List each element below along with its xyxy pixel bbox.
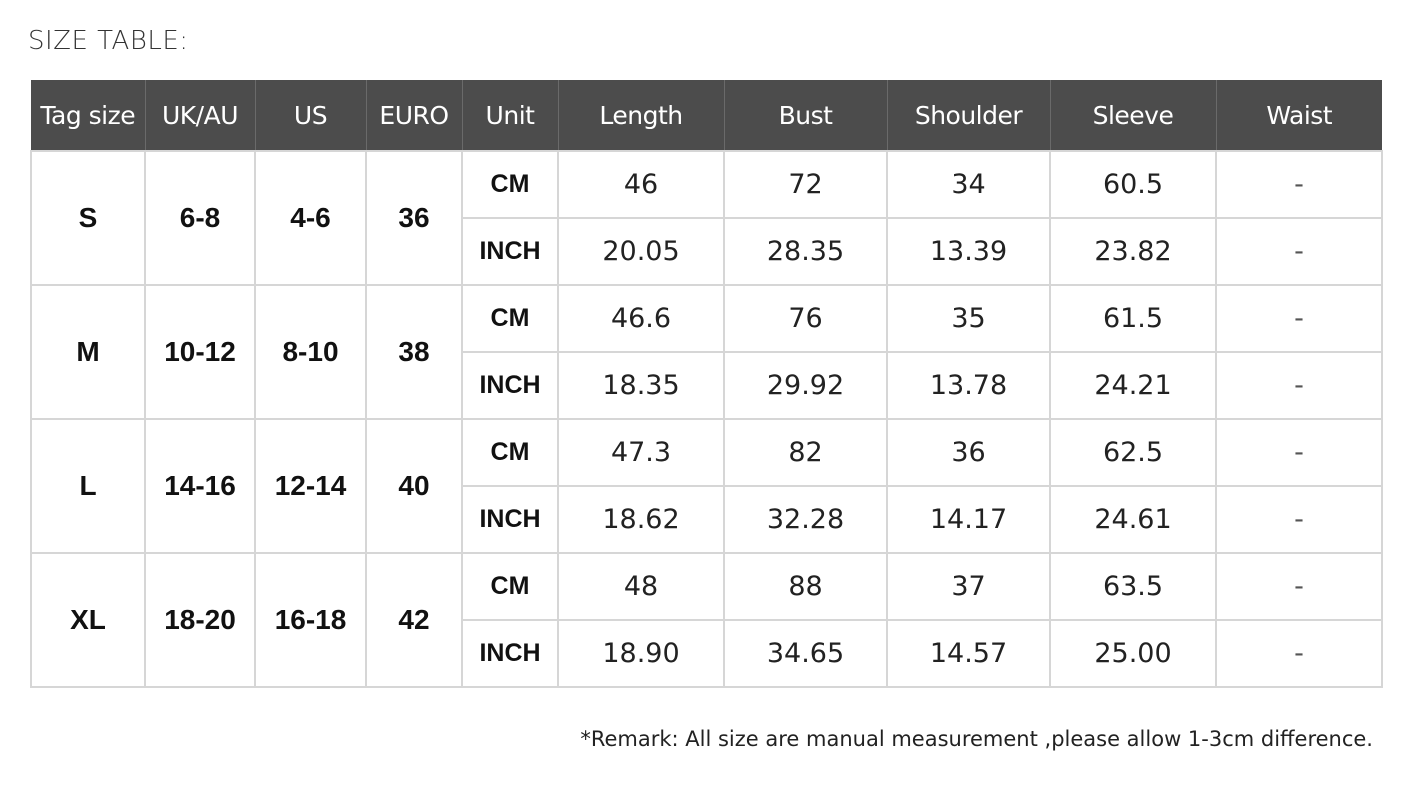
unit-cell: CM xyxy=(462,553,558,620)
unit-cell: INCH xyxy=(462,620,558,687)
tag-size-cell: M xyxy=(31,285,145,419)
euro-cell: 38 xyxy=(366,285,462,419)
us-cell: 8-10 xyxy=(255,285,366,419)
bust-cell: 29.92 xyxy=(724,352,887,419)
bust-cell: 88 xyxy=(724,553,887,620)
page-title: SIZE TABLE: xyxy=(28,26,189,56)
bust-cell: 82 xyxy=(724,419,887,486)
uk-au-cell: 18-20 xyxy=(145,553,255,687)
bust-cell: 72 xyxy=(724,151,887,218)
shoulder-cell: 14.17 xyxy=(887,486,1050,553)
sleeve-cell: 63.5 xyxy=(1050,553,1216,620)
header-euro: EURO xyxy=(366,80,462,151)
waist-cell: - xyxy=(1216,352,1382,419)
table-row xyxy=(31,151,1382,218)
waist-cell: - xyxy=(1216,419,1382,486)
header-shoulder: Shoulder xyxy=(887,80,1050,151)
bust-cell: 32.28 xyxy=(724,486,887,553)
unit-cell: CM xyxy=(462,151,558,218)
uk-au-cell: 14-16 xyxy=(145,419,255,553)
uk-au-cell: 10-12 xyxy=(145,285,255,419)
header-waist: Waist xyxy=(1216,80,1382,151)
header-length: Length xyxy=(558,80,724,151)
length-cell: 18.35 xyxy=(558,352,724,419)
shoulder-cell: 37 xyxy=(887,553,1050,620)
table-row xyxy=(31,553,1382,620)
sleeve-cell: 60.5 xyxy=(1050,151,1216,218)
us-cell: 12-14 xyxy=(255,419,366,553)
bust-cell: 34.65 xyxy=(724,620,887,687)
table-row xyxy=(31,419,1382,486)
sleeve-cell: 25.00 xyxy=(1050,620,1216,687)
us-cell: 16-18 xyxy=(255,553,366,687)
table-row xyxy=(31,285,1382,352)
sleeve-cell: 23.82 xyxy=(1050,218,1216,285)
shoulder-cell: 35 xyxy=(887,285,1050,352)
uk-au-cell: 6-8 xyxy=(145,151,255,285)
length-cell: 47.3 xyxy=(558,419,724,486)
tag-size-cell: S xyxy=(31,151,145,285)
shoulder-cell: 13.39 xyxy=(887,218,1050,285)
us-cell: 4-6 xyxy=(255,151,366,285)
waist-cell: - xyxy=(1216,285,1382,352)
header-uk-au: UK/AU xyxy=(145,80,255,151)
size-table xyxy=(30,80,1383,688)
header-tag-size: Tag size xyxy=(31,80,145,151)
bust-cell: 76 xyxy=(724,285,887,352)
waist-cell: - xyxy=(1216,218,1382,285)
unit-cell: INCH xyxy=(462,218,558,285)
shoulder-cell: 14.57 xyxy=(887,620,1050,687)
shoulder-cell: 36 xyxy=(887,419,1050,486)
remark-note: *Remark: All size are manual measurement ,please allow 1-3cm difference. xyxy=(580,727,1373,751)
tag-size-cell: L xyxy=(31,419,145,553)
length-cell: 46.6 xyxy=(558,285,724,352)
header-bust: Bust xyxy=(724,80,887,151)
sleeve-cell: 62.5 xyxy=(1050,419,1216,486)
header-us: US xyxy=(255,80,366,151)
length-cell: 18.62 xyxy=(558,486,724,553)
length-cell: 48 xyxy=(558,553,724,620)
shoulder-cell: 34 xyxy=(887,151,1050,218)
unit-cell: CM xyxy=(462,419,558,486)
waist-cell: - xyxy=(1216,553,1382,620)
length-cell: 20.05 xyxy=(558,218,724,285)
shoulder-cell: 13.78 xyxy=(887,352,1050,419)
euro-cell: 42 xyxy=(366,553,462,687)
waist-cell: - xyxy=(1216,620,1382,687)
length-cell: 18.90 xyxy=(558,620,724,687)
euro-cell: 36 xyxy=(366,151,462,285)
length-cell: 46 xyxy=(558,151,724,218)
unit-cell: INCH xyxy=(462,352,558,419)
header-sleeve: Sleeve xyxy=(1050,80,1216,151)
header-unit: Unit xyxy=(462,80,558,151)
waist-cell: - xyxy=(1216,486,1382,553)
sleeve-cell: 61.5 xyxy=(1050,285,1216,352)
bust-cell: 28.35 xyxy=(724,218,887,285)
tag-size-cell: XL xyxy=(31,553,145,687)
unit-cell: INCH xyxy=(462,486,558,553)
euro-cell: 40 xyxy=(366,419,462,553)
waist-cell: - xyxy=(1216,151,1382,218)
sleeve-cell: 24.21 xyxy=(1050,352,1216,419)
header-row xyxy=(31,80,1382,151)
sleeve-cell: 24.61 xyxy=(1050,486,1216,553)
unit-cell: CM xyxy=(462,285,558,352)
